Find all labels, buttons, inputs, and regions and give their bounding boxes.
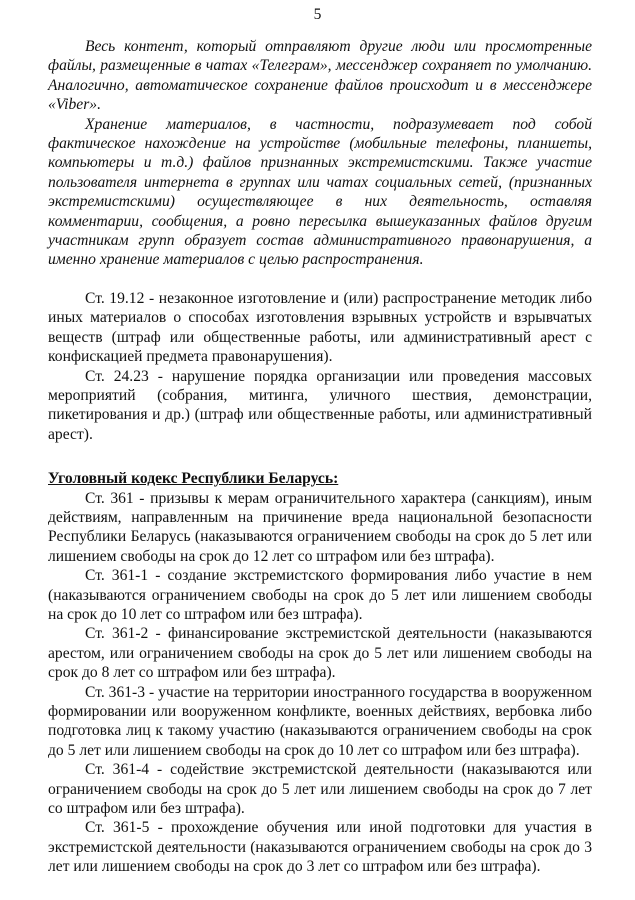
criminal-article-361: Ст. 361 - призывы к мерам ограничительного характера (санкциям), иным действиям, направленным на причинение вреда национальной безопасности Республики Беларусь (наказываются ограничением свободы на срок до 5 лет или лишением свободы на срок до 12 лет со штрафом или без штрафа). <box>48 489 592 565</box>
criminal-code-heading: Уголовный кодекс Республики Беларусь: <box>48 470 339 488</box>
criminal-article-361-2: Ст. 361-2 - финансирование экстремистской деятельности (наказываются арестом, или ограничением свободы на срок до 5 лет или лишением свободы на срок до 8 лет со штрафом или без штрафа). <box>48 625 592 682</box>
criminal-article-361-4: Ст. 361-4 - содействие экстремистской деятельности (наказываются или ограничением свободы на срок до 5 лет или лишением свободы на срок до 7 лет со штрафом или без штрафа). <box>48 761 592 818</box>
paragraph-material-storage: Хранение материалов, в частности, подразумевает под собой фактическое нахождение на устройстве (мобильные телефоны, планшеты, компьютеры и т.д.) файлов признанных экстремистскими. Также участие пользователя интернета в группах или чатах социальных сетей, (признанных экстремистскими) осуществляющее в них деятельность, оставляя комментарии, сообщения, а ровно пересылка вышеуказанных файлов другим участникам групп образует состав административного правонарушения, а именно хранение материалов с целью распространения. <box>48 115 592 269</box>
paragraph-content-saving: Весь контент, который отправляют другие люди или просмотренные файлы, размещенные в чатах «Телеграм», мессенджер сохраняет по умолчанию. Аналогично, автоматическое сохранение файлов происходит и в мессенджере «Viber». <box>48 38 592 114</box>
page-content <box>48 37 592 877</box>
criminal-article-361-5: Ст. 361-5 - прохождение обучения или иной подготовки для участия в экстремистской деятельности (наказываются ограничением свободы на срок до 3 лет или лишением свободы на срок до 3 лет со штрафом или без штрафа). <box>48 819 592 876</box>
criminal-article-361-3: Ст. 361-3 - участие на территории иностранного государства в вооруженном формировании или вооруженном конфликте, военных действиях, вербовка либо подготовка лиц к такому участию (наказываются ограничением свободы на срок до 5 лет или лишением свободы на срок до 10 лет со штрафом или без штрафа). <box>48 683 592 759</box>
criminal-article-361-1: Ст. 361-1 - создание экстремистского формирования либо участие в нем (наказываются ограничением свободы на срок до 5 лет или лишением свободы на срок до 10 лет со штрафом или без штрафа). <box>48 567 592 623</box>
admin-article-24-23: Ст. 24.23 - нарушение порядка организации или проведения массовых мероприятий (собрания, митинга, уличного шествия, демонстрации, пикетирования и др.) (штраф или общественные работы, или административный арест). <box>48 367 592 443</box>
page-number: 5 <box>313 6 322 23</box>
admin-article-19-12: Ст. 19.12 - незаконное изготовление и (или) распространение методик либо иных материалов о способах изготовления взрывных устройств и взрывчатых веществ (штраф или общественные работы, или административный арест с конфискацией предмета правонарушения). <box>48 289 592 366</box>
